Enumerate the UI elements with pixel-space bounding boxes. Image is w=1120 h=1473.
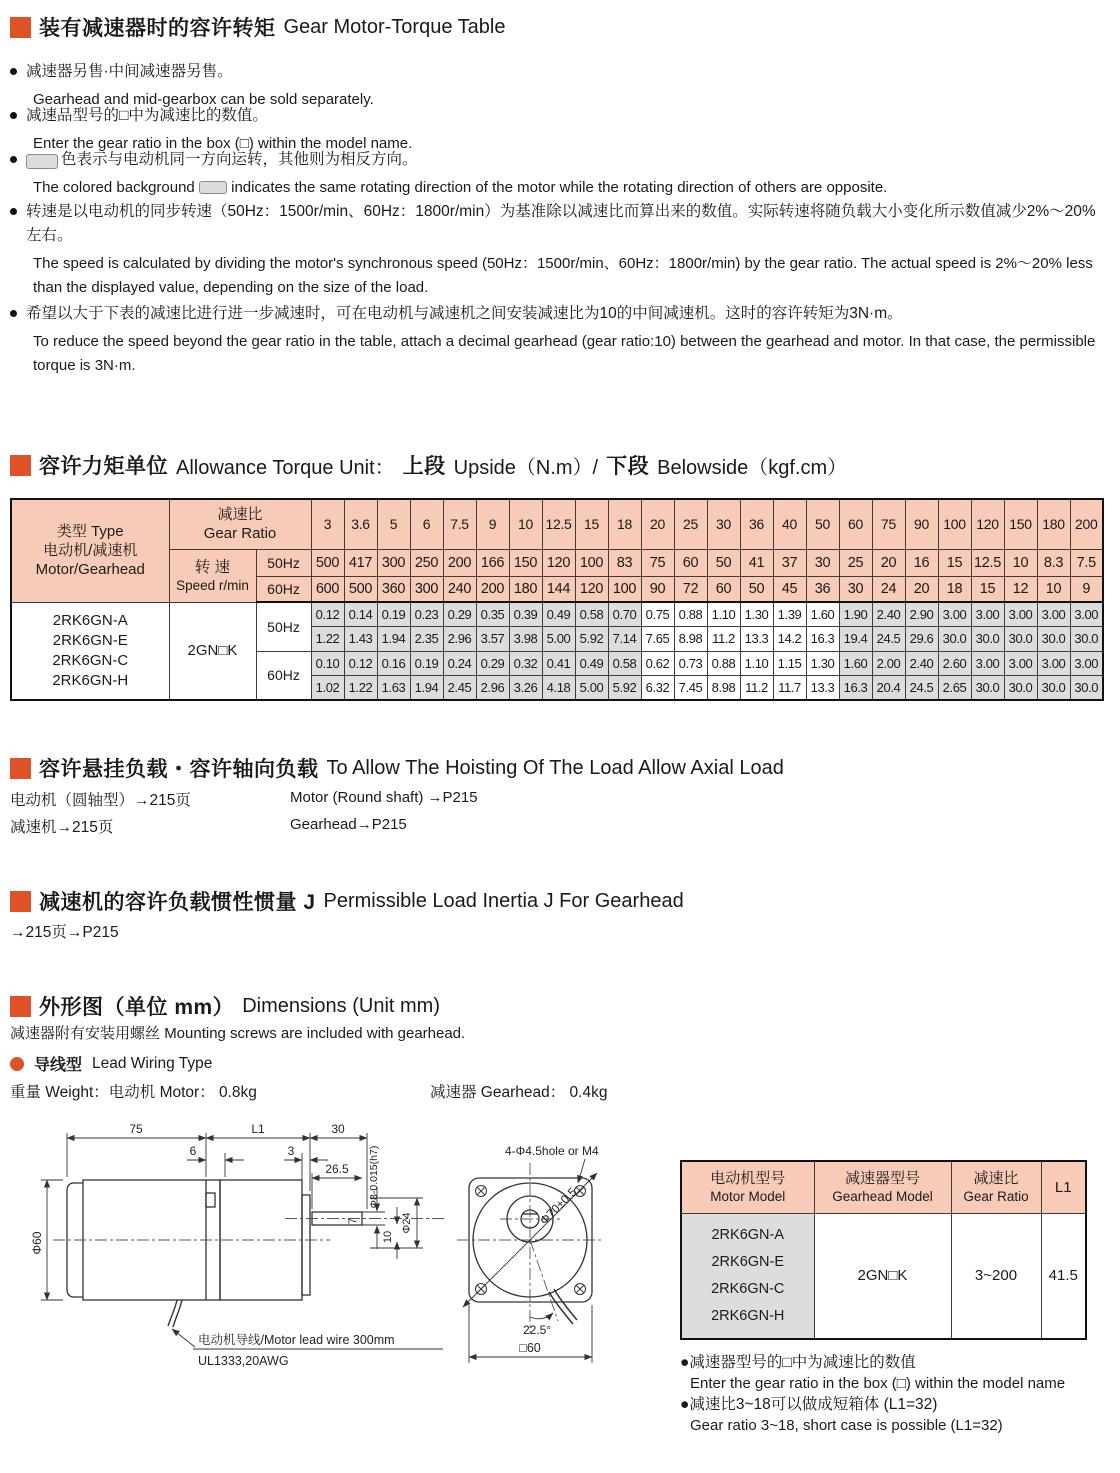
model-table — [680, 1160, 1087, 1340]
speed-value-cell: 12.5 — [971, 549, 1004, 576]
header-zh: 减速比 — [973, 1170, 1019, 1188]
speed-value-cell: 50 — [740, 576, 773, 602]
bullet-en-prefix: The colored background — [33, 179, 195, 196]
lead-wiring-type-label — [10, 1052, 212, 1075]
heading-zh: 外形图（单位 mm） — [39, 996, 235, 1019]
torque-kgfcm-60-cell: 2.96 — [476, 675, 509, 700]
speed-value-cell: 41 — [740, 549, 773, 576]
torque-kgfcm-50-cell: 1.43 — [344, 626, 377, 651]
side-view-drawing — [25, 1115, 455, 1385]
heading-en: Dimensions (Unit mm) — [242, 994, 440, 1017]
bullet-zh: 希望以大于下表的减速比进行进一步减速时，可在电动机与减速机之间安装减速比为10的中间减速机。这时的容许转矩为3N·m。 — [26, 305, 903, 322]
gearhead-model-header — [814, 1161, 951, 1213]
torque-nm-60-cell: 0.73 — [674, 651, 707, 675]
bullet-colored-background — [10, 148, 1110, 200]
speed-value-cell: 180 — [509, 576, 542, 602]
torque-nm-60-cell: 0.29 — [476, 651, 509, 675]
bolt-circle-label: Φ70±0.5 — [536, 1184, 580, 1228]
torque-nm-60-cell: 1.10 — [740, 651, 773, 675]
header-en: Gear Ratio — [963, 1189, 1029, 1205]
note-zh: 减速器附有安装用螺丝 — [10, 1025, 161, 1042]
torque-kgfcm-60-cell: 5.00 — [575, 675, 608, 700]
gear-ratio-en: Gear Ratio — [203, 525, 277, 543]
bullet-zh: 色表示与电动机同一方向运转，其他则为相反方向。 — [61, 151, 418, 168]
motor-model-name: 2RK6GN-A — [52, 611, 128, 629]
lead-type-zh: 导线型 — [34, 1057, 83, 1074]
torque-kgfcm-60-cell: 30.0 — [1004, 675, 1037, 700]
gear-ratio-zh: 减速比 — [217, 506, 263, 524]
speed-value-cell: 100 — [575, 549, 608, 576]
torque-kgfcm-60-cell: 16.3 — [839, 675, 872, 700]
lead-wire — [168, 1300, 177, 1326]
torque-kgfcm-60-cell: 30.0 — [1070, 675, 1103, 700]
section-marker-icon — [10, 996, 31, 1017]
speed-value-cell: 200 — [443, 549, 476, 576]
dim-10: 10 — [382, 1230, 394, 1244]
speed-value-cell: 10 — [1037, 576, 1070, 602]
ratio-header-cell: 120 — [971, 499, 1004, 549]
weight-gearhead: 减速器 Gearhead： 0.4kg — [430, 1084, 608, 1101]
torque-nm-60-cell: 0.62 — [641, 651, 674, 675]
torque-kgfcm-50-cell: 14.2 — [773, 626, 806, 651]
section-marker-icon — [10, 758, 31, 779]
speed-value-cell: 7.5 — [1070, 549, 1103, 576]
torque-kgfcm-60-cell: 13.3 — [806, 675, 839, 700]
heading-zh: 容许力矩单位 — [39, 455, 168, 478]
torque-kgfcm-60-cell: 1.22 — [344, 675, 377, 700]
torque-nm-50-cell: 0.14 — [344, 602, 377, 626]
ratio-header-cell: 75 — [872, 499, 905, 549]
torque-table — [10, 498, 1104, 701]
hz-50-header: 50Hz — [256, 549, 311, 576]
gear-ratio-header — [951, 1161, 1041, 1213]
gearhead-model-cell: 2GN□K — [814, 1213, 951, 1339]
header-en: Motor Model — [710, 1189, 786, 1205]
inertia-page-link: →215页→P215 — [10, 924, 119, 941]
lead-type-en: Lead Wiring Type — [92, 1054, 213, 1072]
heading-zh: 容许悬挂负载・容许轴向负载 — [39, 758, 319, 781]
speed-value-cell: 500 — [311, 549, 344, 576]
speed-value-cell: 83 — [608, 549, 641, 576]
torque-kgfcm-60-cell: 11.2 — [740, 675, 773, 700]
bullet-zh: 转速是以电动机的同步转速（50Hz：1500r/min、60Hz：1800r/min）为基准除以减速比而算出来的数值。实际转速将随负载大小变化所示数值减少2%～20%左右。 — [26, 203, 1096, 244]
torque-nm-60-cell: 1.30 — [806, 651, 839, 675]
torque-kgfcm-60-cell: 1.63 — [377, 675, 410, 700]
torque-kgfcm-60-cell: 4.18 — [542, 675, 575, 700]
speed-value-cell: 20 — [872, 549, 905, 576]
gearhead-model-cell: 2GN□K — [169, 602, 256, 700]
torque-nm-50-cell: 0.19 — [377, 602, 410, 626]
speed-value-cell: 200 — [476, 576, 509, 602]
ratio-header-cell: 15 — [575, 499, 608, 549]
bullet-icon — [10, 156, 17, 163]
torque-nm-50-cell: 3.00 — [938, 602, 971, 626]
torque-kgfcm-50-cell: 1.94 — [377, 626, 410, 651]
torque-nm-50-cell: 3.00 — [971, 602, 1004, 626]
motor-model-list-cell — [681, 1213, 814, 1339]
torque-nm-60-cell: 3.00 — [971, 651, 1004, 675]
hoist-row-motor-en: Motor (Round shaft) →P215 — [290, 789, 478, 806]
type-header-line: 电动机/减速机 — [43, 542, 138, 560]
torque-nm-50-cell: 1.30 — [740, 602, 773, 626]
weight-motor: 重量 Weight：电动机 Motor： 0.8kg — [10, 1084, 257, 1101]
torque-nm-50-cell: 0.88 — [674, 602, 707, 626]
speed-value-cell: 417 — [344, 549, 377, 576]
holes-label: 4-Φ4.5hole or M4 — [505, 1144, 599, 1158]
speed-en: Speed r/min — [176, 577, 249, 593]
torque-kgfcm-50-cell: 30.0 — [1070, 626, 1103, 651]
torque-nm-60-cell: 0.10 — [311, 651, 344, 675]
torque-kgfcm-60-cell: 20.4 — [872, 675, 905, 700]
bottom-notes — [680, 1352, 1065, 1436]
torque-nm-50-cell: 3.00 — [1037, 602, 1070, 626]
bullet-decimal-gearhead — [10, 302, 1110, 378]
torque-nm-50-cell: 1.90 — [839, 602, 872, 626]
torque-kgfcm-60-cell: 7.45 — [674, 675, 707, 700]
torque-kgfcm-50-cell: 1.22 — [311, 626, 344, 651]
torque-nm-50-cell: 0.23 — [410, 602, 443, 626]
torque-nm-60-cell: 0.88 — [707, 651, 740, 675]
torque-kgfcm-60-cell: 24.5 — [905, 675, 938, 700]
ratio-header-cell: 3 — [311, 499, 344, 549]
speed-value-cell: 600 — [311, 576, 344, 602]
torque-nm-50-cell: 0.49 — [542, 602, 575, 626]
torque-nm-60-cell: 3.00 — [1070, 651, 1103, 675]
torque-kgfcm-50-cell: 11.2 — [707, 626, 740, 651]
torque-kgfcm-50-cell: 24.5 — [872, 626, 905, 651]
speed-value-cell: 90 — [641, 576, 674, 602]
heading-zh: 减速机的容许负载惯性惯量 J — [39, 891, 316, 914]
torque-nm-60-cell: 3.00 — [1004, 651, 1037, 675]
section-title-gear-motor-torque — [10, 12, 505, 42]
torque-kgfcm-50-cell: 2.35 — [410, 626, 443, 651]
bullet-zh: 减速品型号的□中为减速比的数值。 — [26, 107, 268, 124]
ratio-header-cell: 3.6 — [344, 499, 377, 549]
ratio-header-cell: 12.5 — [542, 499, 575, 549]
model-name: 2RK6GN-H — [711, 1307, 785, 1324]
ratio-header-cell: 9 — [476, 499, 509, 549]
speed-value-cell: 8.3 — [1037, 549, 1070, 576]
bullet-en — [33, 176, 1110, 200]
note-zh: ●减速器型号的□中为减速比的数值 — [680, 1354, 916, 1371]
torque-nm-60-cell: 0.58 — [608, 651, 641, 675]
model-name: 2RK6GN-C — [711, 1280, 785, 1297]
torque-nm-60-cell: 2.40 — [905, 651, 938, 675]
torque-nm-60-cell: 1.15 — [773, 651, 806, 675]
bullet-en: To reduce the speed beyond the gear ratio in the table, attach a decimal gearhead (gear ratio:10) between the gearhead and motor. In that case, the permissible torque is 3N·m. — [33, 333, 1096, 374]
torque-kgfcm-50-cell: 13.3 — [740, 626, 773, 651]
header-zh: 减速器型号 — [844, 1170, 920, 1188]
bullet-speed-calculation — [10, 200, 1110, 300]
dim-7: 7 — [347, 1217, 359, 1225]
motor-model-name: 2RK6GN-H — [52, 671, 129, 689]
model-name: 2RK6GN-A — [711, 1226, 785, 1243]
speed-value-cell: 360 — [377, 576, 410, 602]
section-title-allowance-torque — [10, 450, 847, 480]
dim-phi60: Φ60 — [30, 1231, 44, 1255]
torque-kgfcm-50-cell: 30.0 — [1004, 626, 1037, 651]
heading-en: To Allow The Hoisting Of The Load Allow Axial Load — [326, 756, 784, 779]
note-en: Enter the gear ratio in the box (□) within the model name — [690, 1375, 1066, 1392]
section-marker-icon — [10, 891, 31, 912]
torque-nm-50-cell: 0.70 — [608, 602, 641, 626]
ratio-header-cell: 30 — [707, 499, 740, 549]
bullet-en: Enter the gear ratio in the box (□) within the model name. — [33, 135, 413, 152]
ratio-header-cell: 60 — [839, 499, 872, 549]
speed-value-cell: 37 — [773, 549, 806, 576]
speed-value-cell: 24 — [872, 576, 905, 602]
ratio-header-cell: 10 — [509, 499, 542, 549]
motor-model-name: 2RK6GN-E — [52, 631, 128, 649]
bullet-en: The speed is calculated by dividing the motor's synchronous speed (50Hz：1500r/min、60Hz：1800r/min) by the gear ratio. The actual speed is 2%～20% less than the displayed value, depending on the size of the load. — [33, 255, 1093, 296]
ratio-header-cell: 180 — [1037, 499, 1070, 549]
torque-kgfcm-50-cell: 5.00 — [542, 626, 575, 651]
speed-value-cell: 15 — [971, 576, 1004, 602]
torque-kgfcm-60-cell: 5.92 — [608, 675, 641, 700]
lead-wire-label: 电动机导线/Motor lead wire 300mm — [198, 1333, 395, 1347]
hoist-row-gearhead-en: Gearhead→P215 — [290, 816, 407, 833]
torque-kgfcm-60-cell: 2.65 — [938, 675, 971, 700]
torque-kgfcm-50-cell: 30.0 — [938, 626, 971, 651]
torque-kgfcm-50-cell: 3.57 — [476, 626, 509, 651]
torque-nm-50-cell: 0.58 — [575, 602, 608, 626]
header-en: Gearhead Model — [832, 1189, 933, 1205]
speed-zh: 转 速 — [194, 558, 231, 576]
section-title-load-inertia — [10, 886, 684, 916]
torque-nm-60-cell: 0.12 — [344, 651, 377, 675]
ratio-header-cell: 150 — [1004, 499, 1037, 549]
note-en: Gear ratio 3~18, short case is possible (L1=32) — [690, 1417, 1003, 1434]
bullet-icon — [10, 208, 17, 215]
torque-kgfcm-50-cell: 2.96 — [443, 626, 476, 651]
torque-nm-50-cell: 0.75 — [641, 602, 674, 626]
heading-belowside-en: Belowside（kgf.cm） — [657, 456, 848, 479]
type-header-cell — [11, 499, 169, 602]
torque-kgfcm-60-cell: 1.94 — [410, 675, 443, 700]
speed-value-cell: 120 — [575, 576, 608, 602]
dim-L1: L1 — [251, 1122, 265, 1136]
front-view-drawing — [445, 1135, 685, 1415]
heading-upside-zh: 上段 — [402, 455, 446, 478]
section-title-zh: 装有减速器时的容许转矩 — [39, 17, 276, 40]
model-name: 2RK6GN-E — [711, 1253, 785, 1270]
hoist-row-gearhead-zh: 减速机→215页 — [10, 819, 114, 836]
hz-body-cell: 60Hz — [256, 651, 311, 700]
type-header-line: 类型 Type — [56, 523, 124, 541]
ratio-header-cell: 36 — [740, 499, 773, 549]
ratio-header-cell: 200 — [1070, 499, 1103, 549]
dim-3: 3 — [287, 1144, 295, 1158]
dim-75: 75 — [129, 1122, 143, 1136]
section-title-en: Gear Motor-Torque Table — [283, 15, 506, 38]
torque-nm-60-cell: 0.41 — [542, 651, 575, 675]
bullet-icon — [10, 310, 17, 317]
ratio-header-cell: 6 — [410, 499, 443, 549]
torque-kgfcm-50-cell: 19.4 — [839, 626, 872, 651]
torque-nm-50-cell: 0.39 — [509, 602, 542, 626]
type-header-line: Motor/Gearhead — [35, 561, 145, 579]
heading-upside-en: Upside（N.m）/ — [453, 456, 599, 479]
speed-value-cell: 240 — [443, 576, 476, 602]
heading-belowside-zh: 下段 — [606, 455, 650, 478]
gearhead-front-plate — [302, 1195, 310, 1295]
dim-26-5: 26.5 — [325, 1162, 349, 1176]
speed-value-cell: 36 — [806, 576, 839, 602]
torque-kgfcm-50-cell: 3.98 — [509, 626, 542, 651]
ratio-header-cell: 40 — [773, 499, 806, 549]
dim-30: 30 — [331, 1122, 345, 1136]
hoist-row-motor-zh: 电动机（圆轴型）→215页 — [10, 792, 191, 809]
header-zh: L1 — [1054, 1178, 1072, 1196]
gray-color-swatch — [26, 154, 58, 169]
torque-nm-60-cell: 0.49 — [575, 651, 608, 675]
gear-ratio-cell: 3~200 — [951, 1213, 1041, 1339]
lead-wire-spec: UL1333,20AWG — [198, 1354, 289, 1368]
lead-wire — [173, 1300, 182, 1327]
torque-kgfcm-60-cell: 30.0 — [1037, 675, 1070, 700]
speed-value-cell: 144 — [542, 576, 575, 602]
speed-value-cell: 45 — [773, 576, 806, 602]
torque-kgfcm-50-cell: 30.0 — [971, 626, 1004, 651]
speed-value-cell: 60 — [674, 549, 707, 576]
torque-nm-60-cell: 0.24 — [443, 651, 476, 675]
torque-kgfcm-50-cell: 7.14 — [608, 626, 641, 651]
speed-value-cell: 16 — [905, 549, 938, 576]
ratio-header-cell: 18 — [608, 499, 641, 549]
speed-value-cell: 300 — [410, 576, 443, 602]
torque-kgfcm-60-cell: 6.32 — [641, 675, 674, 700]
torque-kgfcm-50-cell: 5.92 — [575, 626, 608, 651]
torque-kgfcm-60-cell: 30.0 — [971, 675, 1004, 700]
gear-ratio-header-cell — [169, 499, 311, 549]
motor-model-header — [681, 1161, 814, 1213]
torque-nm-60-cell: 3.00 — [1037, 651, 1070, 675]
speed-value-cell: 166 — [476, 549, 509, 576]
bullet-icon — [10, 112, 17, 119]
gray-color-swatch — [199, 181, 227, 194]
torque-nm-50-cell: 0.35 — [476, 602, 509, 626]
torque-kgfcm-60-cell: 1.02 — [311, 675, 344, 700]
dim-6: 6 — [189, 1144, 197, 1158]
section-marker-icon — [10, 455, 31, 476]
orange-bullet-icon — [10, 1057, 24, 1071]
speed-value-cell: 100 — [608, 576, 641, 602]
dim-phi24: Φ24 — [401, 1212, 413, 1234]
torque-kgfcm-50-cell: 16.3 — [806, 626, 839, 651]
speed-value-cell: 10 — [1004, 549, 1037, 576]
bullet-en: Gearhead and mid-gearbox can be sold separately. — [33, 91, 374, 108]
ratio-header-cell: 50 — [806, 499, 839, 549]
speed-value-cell: 150 — [509, 549, 542, 576]
speed-value-cell: 72 — [674, 576, 707, 602]
bullet-zh: 减速器另售·中间减速器另售。 — [26, 63, 233, 80]
torque-nm-50-cell: 1.60 — [806, 602, 839, 626]
torque-nm-60-cell: 1.60 — [839, 651, 872, 675]
speed-value-cell: 30 — [839, 576, 872, 602]
l1-value-cell: 41.5 — [1041, 1213, 1086, 1339]
note-en: Mounting screws are included with gearhead. — [164, 1025, 466, 1042]
torque-nm-50-cell: 3.00 — [1070, 602, 1103, 626]
bullet-icon — [10, 68, 17, 75]
dim-shaft-diameter: Φ8-0.015(h7) — [368, 1145, 380, 1209]
l1-header — [1041, 1161, 1086, 1213]
torque-kgfcm-50-cell: 30.0 — [1037, 626, 1070, 651]
torque-nm-50-cell: 0.29 — [443, 602, 476, 626]
mounting-screws-note — [10, 1022, 465, 1043]
torque-kgfcm-50-cell: 8.98 — [674, 626, 707, 651]
note-zh: ●减速比3~18可以做成短箱体 (L1=32) — [680, 1396, 938, 1413]
speed-value-cell: 15 — [938, 549, 971, 576]
motor-models-cell — [11, 602, 169, 700]
speed-value-cell: 18 — [938, 576, 971, 602]
bullet-en-suffix: indicates the same rotating direction of the motor while the rotating direction of others are opposite. — [231, 179, 888, 196]
speed-value-cell: 12 — [1004, 576, 1037, 602]
speed-value-cell: 300 — [377, 549, 410, 576]
speed-value-cell: 250 — [410, 549, 443, 576]
torque-nm-60-cell: 0.16 — [377, 651, 410, 675]
torque-kgfcm-60-cell: 11.7 — [773, 675, 806, 700]
torque-nm-50-cell: 1.10 — [707, 602, 740, 626]
section-title-dimensions — [10, 991, 440, 1021]
torque-nm-60-cell: 0.19 — [410, 651, 443, 675]
torque-kgfcm-60-cell: 8.98 — [707, 675, 740, 700]
speed-value-cell: 30 — [806, 549, 839, 576]
torque-nm-50-cell: 3.00 — [1004, 602, 1037, 626]
torque-nm-50-cell: 0.12 — [311, 602, 344, 626]
torque-nm-50-cell: 1.39 — [773, 602, 806, 626]
torque-kgfcm-60-cell: 3.26 — [509, 675, 542, 700]
hz-60-header: 60Hz — [256, 576, 311, 602]
speed-value-cell: 50 — [707, 549, 740, 576]
section-title-hoisting-load — [10, 753, 784, 783]
torque-kgfcm-60-cell: 2.45 — [443, 675, 476, 700]
torque-nm-50-cell: 2.40 — [872, 602, 905, 626]
ratio-header-cell: 7.5 — [443, 499, 476, 549]
ratio-header-cell: 20 — [641, 499, 674, 549]
speed-value-cell: 500 — [344, 576, 377, 602]
speed-value-cell: 9 — [1070, 576, 1103, 602]
square-dim-label: □60 — [519, 1341, 541, 1355]
speed-header-cell — [169, 549, 256, 602]
torque-nm-60-cell: 2.00 — [872, 651, 905, 675]
speed-value-cell: 75 — [641, 549, 674, 576]
ratio-header-cell: 25 — [674, 499, 707, 549]
hz-body-cell: 50Hz — [256, 602, 311, 651]
torque-kgfcm-50-cell: 29.6 — [905, 626, 938, 651]
ratio-header-cell: 100 — [938, 499, 971, 549]
speed-value-cell: 20 — [905, 576, 938, 602]
torque-nm-50-cell: 2.90 — [905, 602, 938, 626]
heading-en: Permissible Load Inertia J For Gearhead — [323, 889, 684, 912]
speed-value-cell: 120 — [542, 549, 575, 576]
torque-nm-60-cell: 2.60 — [938, 651, 971, 675]
heading-en: Allowance Torque Unit： — [176, 456, 395, 479]
speed-value-cell: 25 — [839, 549, 872, 576]
torque-nm-60-cell: 0.32 — [509, 651, 542, 675]
ratio-header-cell: 90 — [905, 499, 938, 549]
angle-label: 22.5° — [523, 1323, 552, 1337]
motor-model-name: 2RK6GN-C — [52, 651, 129, 669]
speed-value-cell: 60 — [707, 576, 740, 602]
ratio-header-cell: 5 — [377, 499, 410, 549]
section-marker-icon — [10, 17, 31, 38]
header-zh: 电动机型号 — [710, 1170, 786, 1188]
torque-kgfcm-50-cell: 7.65 — [641, 626, 674, 651]
